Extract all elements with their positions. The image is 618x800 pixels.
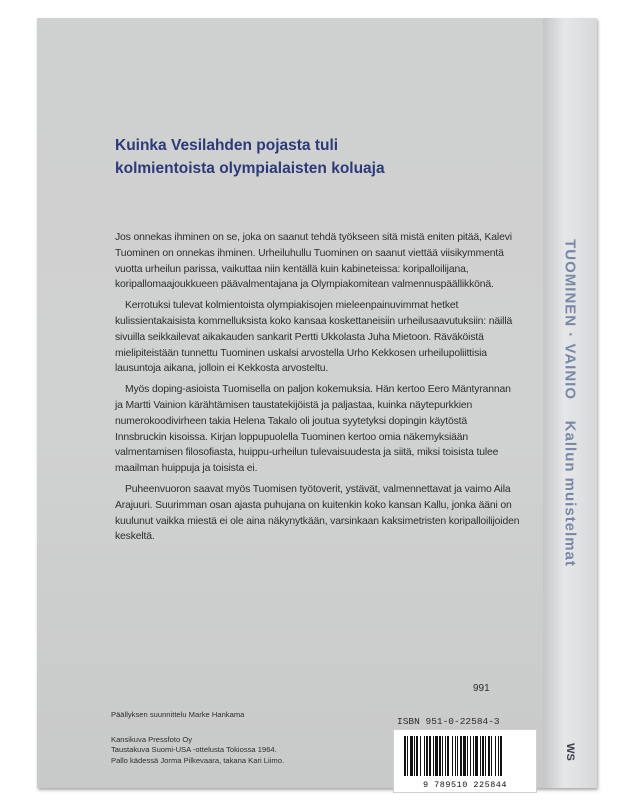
barcode-number: 9 789510 225844 <box>422 780 507 790</box>
back-face <box>37 18 544 788</box>
classification-code: 991 <box>473 683 490 694</box>
book-spine <box>543 18 597 788</box>
headline-line-2: kolmientoista olympialaisten koluaja <box>115 160 385 177</box>
blurb-paragraph-4: Puheenvuoron saavat myös Tuomisen työtoverit, ystävät, valmennettavat ja vaimo Aila Arajuuri. Suurimman osan ajasta puhujana on kuitenkin koko kansan Kallu, jonka ääni on kuulunut vaikka miestä ei ole aina näkynytkään, varsinkaan kaksimetristen koripalloilijoiden keskeltä. <box>115 483 520 543</box>
spine-author: TUOMINEN · VAINIO <box>561 239 579 401</box>
spine-book-title: Kallun muistelmat <box>561 420 579 567</box>
blurb-text <box>115 230 520 550</box>
credits <box>111 710 351 766</box>
book-back-cover <box>37 18 597 788</box>
isbn-label: ISBN 951-0-22584-3 <box>397 716 500 727</box>
spine-publisher: WS <box>564 743 576 761</box>
spine-title <box>562 239 579 567</box>
cover-design-credit: Päällyksen suunnittelu Marke Hankama <box>111 710 245 719</box>
headline <box>115 134 515 180</box>
barcode <box>393 729 537 793</box>
blurb-paragraph-2: Kerrotuksi tulevat kolmientoista olympiakisojen mieleenpainuvimmat hetket kulissientakaisista kommelluksista koko kansaa koskettaneisiin urheilusaavutuksiin: näillä sivuilla seikkailevat aikakauden sankarit Pertti Ukkolasta Juha Mietoon. Räväköistä mielipiteistään tunnettu Tuominen uskalsi arvostella Urho Kekkosen urheilupoliittisia lausuntoja aikana, jolloin ei Kekkosta arvosteltu. <box>115 300 513 375</box>
cover-photo-credit: Kansikuva Pressfoto Oy <box>111 734 193 744</box>
blurb-paragraph-1: Jos onnekas ihminen on se, joka on saanut tehdä työkseen sitä mistä eniten pitää, Kalevi Tuominen on onnekas ihminen. Urheiluhullu Tuominen on saanut viettää viisikymmentä vuotta urheilun parissa, vaikuttaa niin kentällä kuin kabineteissa: koripalloilijana, koripallomaajoukkueen päävalmentajana ja Olympiakomitean valmennuspäällikkönä. <box>115 232 512 291</box>
blurb-paragraph-3: Myös doping-asioista Tuomisella on paljon kokemuksia. Hän kertoo Eero Mäntyrannan ja Martti Vainion kärähtämisen taustatekijöistä ja paljastaa, kuinka näytepurkkien numerokoodivirheen takia Helena Takalo oli joutua syytetyksi dopingin käytöstä Innsbruckin kisoissa. Kirjan loppupuolella Tuominen kertoo omia näkemyksiään valmentamisen filosofiasta, huippu-urheilun tulevaisuudesta ja siitä, miksi toisista tulee maailman huippuja ja toisista ei. <box>115 384 511 475</box>
background-photo-credit: Taustakuva Suomi-USA -ottelusta Tokiossa 1964. <box>111 745 277 754</box>
photo-caption-credit: Pallo kädessä Jorma Pilkevaara, takana Kari Liimo. <box>111 755 285 765</box>
headline-line-1: Kuinka Vesilahden pojasta tuli <box>115 137 339 154</box>
barcode-bars <box>394 730 536 780</box>
